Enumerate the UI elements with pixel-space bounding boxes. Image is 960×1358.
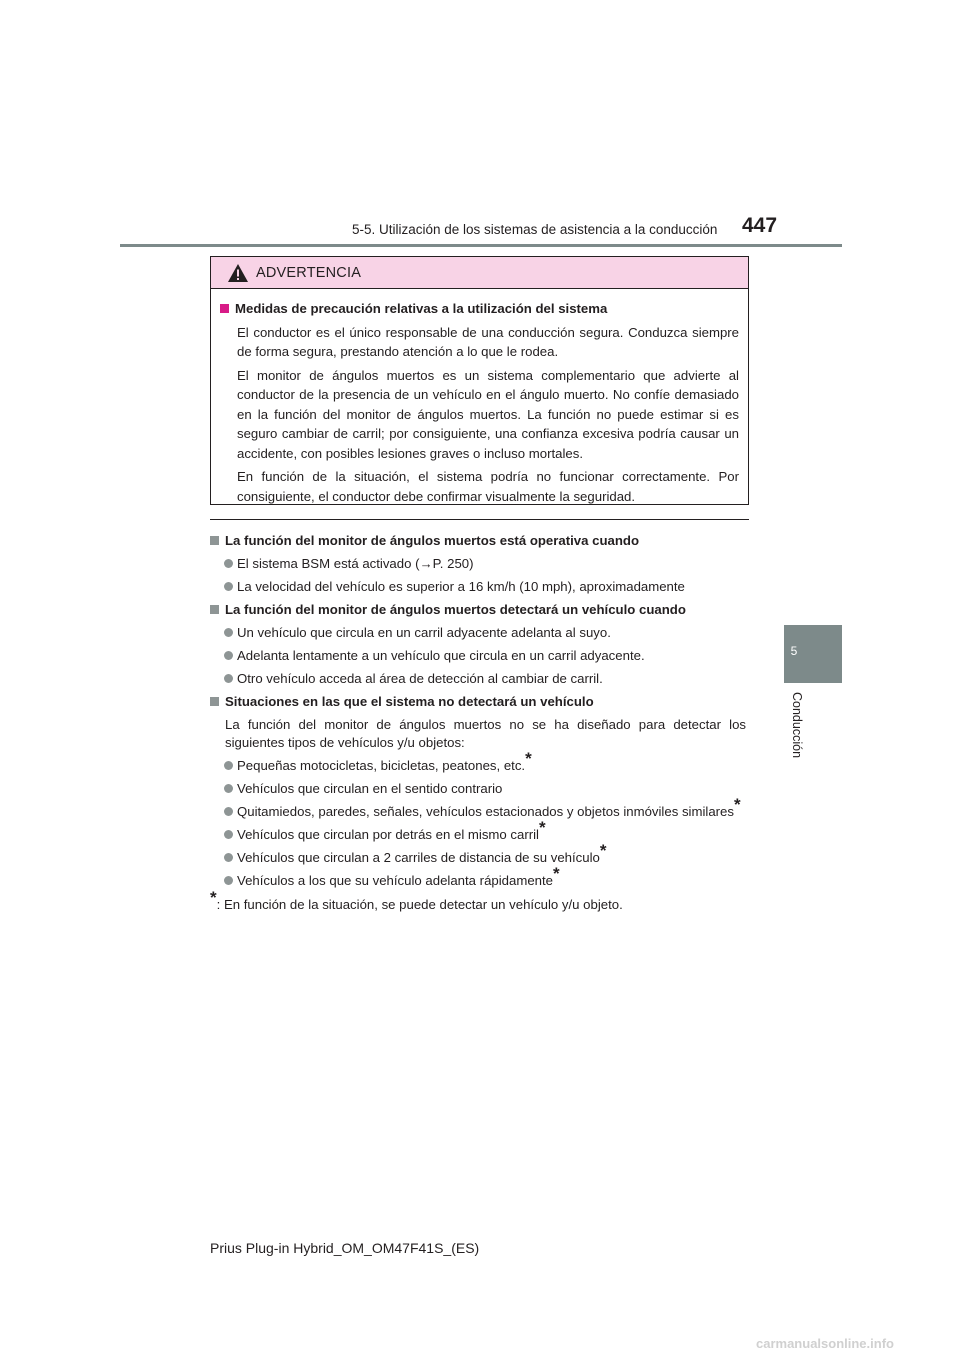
- section-heading-text: La función del monitor de ángulos muertos detectará un vehículo cuando: [225, 602, 686, 617]
- section-intro: La función del monitor de ángulos muertos no se ha diseñado para detectar los siguientes tipos de vehículos y/u objetos:: [225, 717, 746, 750]
- list-item-text: Vehículos a los que su vehículo adelanta rápidamente: [237, 873, 553, 888]
- section-heading: [210, 601, 746, 619]
- footnote-marker: *: [539, 818, 546, 837]
- bullet-icon: [224, 674, 233, 683]
- gray-square-icon: [210, 605, 219, 614]
- bullet-icon: [224, 628, 233, 637]
- footnote-marker: *: [525, 749, 532, 768]
- bullet-icon: [224, 559, 233, 568]
- section-divider: [210, 519, 749, 520]
- list-item-text: Vehículos que circulan por detrás en el mismo carril: [237, 827, 539, 842]
- footnote: [210, 888, 746, 914]
- list-item-text: Pequeñas motocicletas, bicicletas, peatones, etc.: [237, 758, 526, 773]
- list-item-text: Vehículos que circulan en el sentido contrario: [237, 781, 503, 796]
- bullet-icon: [224, 761, 233, 770]
- header-rule: [120, 244, 842, 247]
- warning-paragraph: El conductor es el único responsable de una conducción segura. Conduzca siempre de forma segura, prestando atención a lo que le rodea.: [237, 324, 739, 359]
- warning-header: [211, 257, 748, 289]
- warning-paragraph: El monitor de ángulos muertos es un sistema complementario que advierte al conductor de la presencia de un vehículo en el ángulo muerto. No confíe demasiado en la función del monitor de ángulos muertos. La función no puede estimar si es seguro cambiar de carril; por consiguiente, una confianza excesiva podría causar un accidente, con posibles lesiones graves o incluso mortales.: [237, 367, 739, 461]
- list-item-text: Otro vehículo acceda al área de detección al cambiar de carril.: [237, 671, 603, 686]
- gray-square-icon: [210, 536, 219, 545]
- bullet-icon: [224, 853, 233, 862]
- list-item: [224, 647, 746, 665]
- chapter-tab-label: Conducción: [790, 692, 804, 759]
- list-item: [224, 780, 746, 798]
- warning-heading: [220, 299, 739, 319]
- section-heading: [210, 532, 746, 550]
- bullet-icon: [224, 582, 233, 591]
- list-item-text: Vehículos que circulan a 2 carriles de distancia de su vehículo: [237, 850, 600, 865]
- list-item: [224, 749, 746, 775]
- list-item: [224, 841, 746, 867]
- bullet-icon: [224, 876, 233, 885]
- warning-title: ADVERTENCIA: [256, 264, 362, 281]
- list-item-text: Un vehículo que circula en un carril adyacente adelanta al suyo.: [237, 625, 611, 640]
- bullet-icon: [224, 807, 233, 816]
- list-item: [224, 555, 746, 573]
- list-item: [224, 578, 746, 596]
- gray-square-icon: [210, 697, 219, 706]
- main-content: [210, 527, 746, 914]
- watermark: carmanualsonline.info: [756, 1336, 894, 1351]
- list-item-text: Quitamiedos, paredes, señales, vehículos estacionados y objetos inmóviles similares: [237, 804, 734, 819]
- footnote-text: : En función de la situación, se puede detectar un vehículo y/u objeto.: [216, 897, 623, 912]
- footnote-marker: *: [210, 888, 217, 907]
- footnote-marker: *: [599, 841, 607, 860]
- warning-heading-text: Medidas de precaución relativas a la utilización del sistema: [235, 301, 608, 316]
- bullet-icon: [224, 830, 233, 839]
- warning-triangle-icon: [227, 263, 249, 283]
- footnote-marker: *: [552, 864, 560, 883]
- footnote-marker: *: [733, 795, 741, 814]
- warning-box: [210, 256, 749, 505]
- list-item: [224, 670, 746, 688]
- list-item: [224, 818, 746, 844]
- page-number: 447: [742, 214, 778, 237]
- list-item: [224, 795, 746, 821]
- bullet-icon: [224, 651, 233, 660]
- list-item-text: El sistema BSM está activado (→P. 250): [237, 556, 474, 571]
- section-heading: [210, 693, 746, 711]
- warning-body: [211, 289, 748, 506]
- document-id: Prius Plug-in Hybrid_OM_OM47F41S_(ES): [210, 1240, 480, 1256]
- warning-paragraph: En función de la situación, el sistema podría no funcionar correctamente. Por consiguiente, el conductor debe confirmar visualmente la seguridad.: [237, 469, 739, 504]
- section-title: 5-5. Utilización de los sistemas de asistencia a la conducción: [352, 222, 718, 237]
- list-item-text: Adelanta lentamente a un vehículo que circula en un carril adyacente.: [237, 648, 645, 663]
- pink-square-icon: [220, 304, 229, 313]
- section-heading-text: Situaciones en las que el sistema no detectará un vehículo: [225, 694, 594, 709]
- list-item-text: La velocidad del vehículo es superior a 16 km/h (10 mph), aproximadamente: [237, 579, 685, 594]
- chapter-tab-number: 5: [790, 644, 798, 658]
- list-item: [224, 624, 746, 642]
- bullet-icon: [224, 784, 233, 793]
- section-heading-text: La función del monitor de ángulos muertos está operativa cuando: [225, 533, 640, 548]
- list-item: [224, 864, 746, 890]
